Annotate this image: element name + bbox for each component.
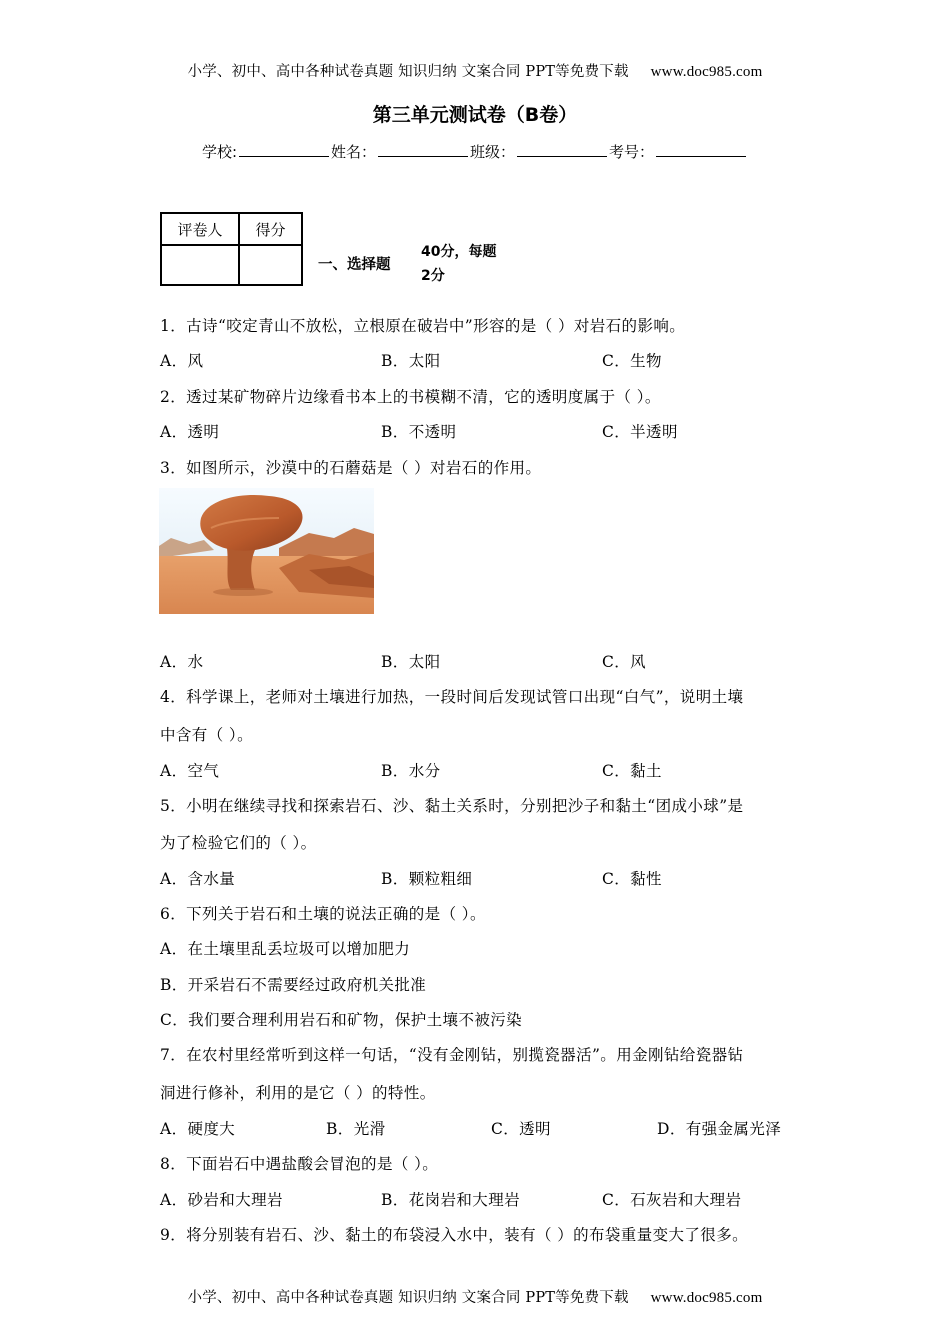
- q5-option-a: A．含水量: [160, 870, 236, 888]
- question-5-line-2: 为了检验它们的（ ）。: [160, 834, 317, 852]
- q4-option-b: B．水分: [381, 762, 441, 780]
- q2-option-a: A．透明: [160, 423, 220, 441]
- q8-option-c: C．石灰岩和大理岩: [602, 1191, 742, 1209]
- class-label: 班级：: [470, 143, 516, 161]
- question-2: 2．透过某矿物碎片边缘看书本上的书模糊不清，它的透明度属于（ ）。: [160, 388, 661, 406]
- number-blank: [656, 142, 746, 157]
- question-7-line-1: 7．在农村里经常听到这样一句话，“没有金刚钻，别揽瓷器活”。用金刚钻给瓷器钻: [160, 1046, 744, 1064]
- question-4-line-2: 中含有（ ）。: [160, 726, 253, 744]
- section-title: 一、选择题: [318, 257, 391, 273]
- q1-option-a: A．风: [160, 352, 204, 370]
- mushroom-rock-photo: [159, 488, 374, 614]
- q5-option-c: C．黏性: [602, 870, 662, 888]
- q8-option-a: A．砂岩和大理岩: [160, 1191, 283, 1209]
- q3-option-b: B．太阳: [381, 653, 441, 671]
- score-header: 得分: [239, 213, 302, 245]
- q7-option-d: D．有强金属光泽: [657, 1120, 782, 1138]
- q4-option-a: A．空气: [160, 762, 220, 780]
- score-table: [160, 212, 303, 286]
- question-9: 9．将分别装有岩石、沙、黏土的布袋浸入水中，装有（ ）的布袋重量变大了很多。: [160, 1226, 748, 1244]
- school-label: 学校:: [201, 143, 237, 161]
- name-label: 姓名：: [331, 143, 377, 161]
- question-1: 1．古诗“咬定青山不放松，立根原在破岩中”形容的是（ ）对岩石的影响。: [160, 317, 686, 335]
- question-4-line-1: 4．科学课上，老师对土壤进行加热，一段时间后发现试管口出现“白气”，说明土壤: [160, 688, 744, 706]
- q1-option-c: C．生物: [602, 352, 662, 370]
- grader-cell: [161, 245, 239, 285]
- q6-option-b: B．开采岩石不需要经过政府机关批准: [160, 976, 427, 994]
- q7-option-b: B．光滑: [326, 1120, 386, 1138]
- page-footer: [0, 1286, 950, 1307]
- grader-header: 评卷人: [161, 213, 239, 245]
- school-blank: [239, 142, 329, 157]
- q6-option-c: C．我们要合理利用岩石和矿物，保护土壤不被污染: [160, 1011, 523, 1029]
- q7-option-c: C．透明: [491, 1120, 551, 1138]
- question-8: 8．下面岩石中遇盐酸会冒泡的是（ ）。: [160, 1155, 439, 1173]
- q2-option-b: B．不透明: [381, 423, 457, 441]
- q3-option-c: C．风: [602, 653, 647, 671]
- class-blank: [517, 142, 607, 157]
- q3-option-a: A．水: [160, 653, 204, 671]
- name-blank: [378, 142, 468, 157]
- footer-site[interactable]: www.doc985.com: [650, 1290, 763, 1306]
- q8-option-b: B．花岗岩和大理岩: [381, 1191, 520, 1209]
- q6-option-a: A．在土壤里乱丢垃圾可以增加肥力: [160, 940, 411, 958]
- question-5-line-1: 5．小明在继续寻找和探索岩石、沙、黏土关系时，分别把沙子和黏土“团成小球”是: [160, 797, 744, 815]
- q7-option-a: A．硬度大: [160, 1120, 236, 1138]
- header-site[interactable]: www.doc985.com: [650, 64, 763, 80]
- q1-option-b: B．太阳: [381, 352, 441, 370]
- question-7-line-2: 洞进行修补，利用的是它（ ）的特性。: [160, 1084, 436, 1102]
- student-info-line: [0, 141, 950, 162]
- page-header: [0, 60, 950, 81]
- number-label: 考号：: [609, 143, 655, 161]
- section-note: 40分，每题2分: [421, 244, 497, 284]
- question-3: 3．如图所示，沙漠中的石蘑菇是（ ）对岩石的作用。: [160, 459, 542, 477]
- q4-option-c: C．黏土: [602, 762, 662, 780]
- header-text: 小学、初中、高中各种试卷真题 知识归纳 文案合同 PPT等免费下载: [187, 64, 629, 80]
- q2-option-c: C．半透明: [602, 423, 678, 441]
- score-cell: [239, 245, 302, 285]
- page-title: 第三单元测试卷（B卷）: [372, 104, 578, 126]
- q5-option-b: B．颗粒粗细: [381, 870, 473, 888]
- question-6: 6．下列关于岩石和土壤的说法正确的是（ ）。: [160, 905, 486, 923]
- footer-text: 小学、初中、高中各种试卷真题 知识归纳 文案合同 PPT等免费下载: [187, 1290, 629, 1306]
